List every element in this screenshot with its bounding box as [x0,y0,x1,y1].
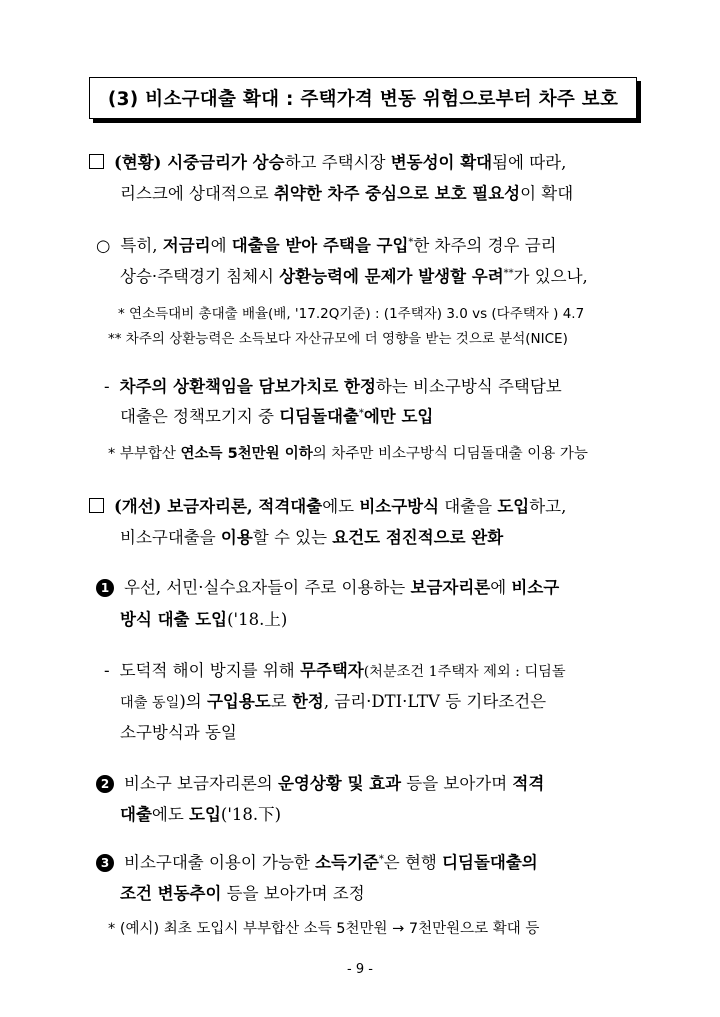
item-3-line-1 [96,853,538,873]
text-run: 비소구대출 이용이 가능한 [124,853,316,872]
dash-line-2 [120,407,433,427]
text-run: 운영상황 및 효과 [277,774,402,793]
text-run: 은 현행 [383,853,443,872]
text-run: )의 [179,692,207,711]
square-bullet-icon [89,498,104,513]
number-3-icon: 3 [96,854,114,872]
text-runs [124,853,538,872]
text-run: 한 차주의 경우 금리 [413,236,557,255]
current-status-line-2 [120,184,573,204]
text-run: (처분조건 1주택자 제외 : 디딤돌 [363,664,566,680]
number-1-icon: 1 [96,579,114,597]
item-2-line-1 [96,774,544,794]
page-number: - 9 - [347,962,373,977]
text-run: * [358,408,364,420]
text-runs [120,236,556,255]
footnote-3 [108,446,588,463]
text-run: 에 [210,236,232,255]
text-run: 에만 도입 [363,407,434,426]
text-run: 디딤돌대출 [279,407,359,426]
detail-line-1 [96,236,557,256]
dash-bullet: - [104,661,110,680]
item-3-line-2 [120,884,365,904]
text-run: (현황) 시중금리가 상승 [114,153,285,172]
text-run: 하고 주택시장 [284,153,391,172]
item-1-line-2 [120,610,287,630]
text-runs [124,774,544,793]
text-run: 이용 [220,528,253,547]
item-1-dash-line-3 [120,723,237,743]
text-run: 차주의 상환책임을 담보가치로 한정 [119,377,376,396]
text-run: 하고, [529,497,567,516]
text-run: 소구방식과 동일 [120,723,237,742]
text-run: 방식 대출 도입 [120,610,228,629]
text-run: * [408,237,414,249]
number-2-icon: 2 [96,775,114,793]
text-run: 저금리 [162,236,211,255]
text-run: 요건도 점진적으로 완화 [332,528,504,547]
text-run: 할 수 있는 [252,528,333,547]
text-run: 에도 [322,497,360,516]
text-run: 무주택자 [299,661,364,680]
text-run: 특히, [120,236,163,255]
text-run: 에도 [151,805,190,824]
text-run: 대출 [120,805,152,824]
dash-line-1 [104,377,562,397]
text-run: 우선, 서민·실수요자들이 주로 이용하는 [124,578,411,597]
text-run: 비소구대출을 [120,528,221,547]
text-run: 보금자리론 [410,578,491,597]
text-run: 한정 [291,692,324,711]
item-1-line-1 [96,578,559,598]
footnote-1: * 연소득대비 총대출 배율(배, '17.2Q기준) : (1주택자) 3.0 vs (다주택자 ) 4.7 [118,306,585,322]
text-run: 등을 보아가며 조정 [221,884,365,903]
section-title: (3) 비소구대출 확대 : 주택가격 변동 위험으로부터 차주 보호 [89,77,637,119]
text-run: , 금리·DTI·LTV 등 기타조건은 [323,692,547,711]
text-run: 도덕적 해이 방지를 위해 [119,661,300,680]
text-run: 로 [270,692,292,711]
current-status-line-1 [89,153,566,173]
text-run: 소득기준 [315,853,379,872]
text-run: 디딤돌대출의 [442,853,538,872]
item-1-dash-line-2 [120,692,546,712]
text-run: * [378,854,384,866]
text-run: ('18.上) [227,610,288,629]
text-run: 도입 [497,497,530,516]
circle-bullet: ○ [96,236,111,255]
text-run: 에 [490,578,512,597]
text-run: 비소구 보금자리론의 [124,774,278,793]
text-run: ** [503,268,514,280]
text-run: 됨에 따라, [492,153,567,172]
text-run: 상승·주택경기 침체시 [120,267,280,286]
text-run: 도입 [189,805,221,824]
text-runs [114,497,566,516]
dash-bullet: - [104,377,110,396]
text-run: 취약한 차주 중심으로 보호 필요성 [273,184,521,203]
text-runs [120,661,566,680]
item-1-dash-line-1 [104,661,566,681]
improvement-line-2 [120,528,503,548]
text-run: 리스크에 상대적으로 [120,184,274,203]
text-runs [120,377,562,396]
text-run: 상환능력에 문제가 발생할 우려 [279,267,504,286]
text-run: 하는 비소구방식 주택담보 [375,377,562,396]
text-run: (개선) 보금자리론, 적격대출 [114,497,323,516]
square-bullet-icon [89,154,104,169]
text-run: 비소구 [511,578,560,597]
text-run: ('18.下) [220,805,282,824]
text-run: 대출을 받아 주택을 구입 [231,236,409,255]
text-run: 적격 [512,774,545,793]
text-run: * 부부합산 [108,446,181,462]
text-runs [124,578,559,597]
text-run: 구입용도 [206,692,271,711]
text-run: 비소구방식 [359,497,440,516]
text-run: 대출은 정책모기지 중 [120,407,280,426]
text-run: 등을 보아가며 [401,774,513,793]
text-runs [114,153,566,172]
text-run: 의 차주만 비소구방식 디딤돌대출 이용 가능 [312,446,588,462]
text-run: 연소득 5천만원 이하 [180,446,313,462]
text-run: 대출을 [439,497,498,516]
text-run: 변동성이 확대 [390,153,493,172]
item-2-line-2 [120,805,281,825]
improvement-line-1 [89,497,566,517]
text-run: 가 있으나, [513,267,588,286]
text-run: 대출 동일 [120,695,180,711]
text-run: 조건 변동추이 [120,884,222,903]
text-run: 이 확대 [520,184,574,203]
footnote-2: ** 차주의 상환능력은 소득보다 자산규모에 더 영향을 받는 것으로 분석(NICE) [108,331,568,347]
detail-line-2 [120,267,588,287]
footnote-4: * (예시) 최초 도입시 부부합산 소득 5천만원 → 7천만원으로 확대 등 [108,921,540,937]
